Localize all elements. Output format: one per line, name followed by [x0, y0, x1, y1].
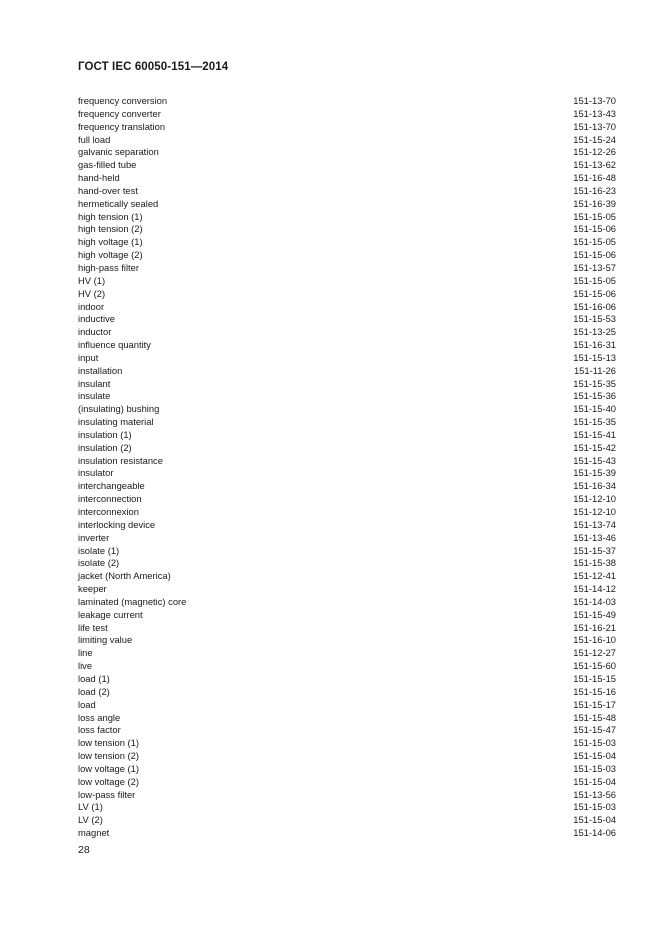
index-term: HV (1): [78, 274, 106, 286]
index-code: 151-12-26: [573, 146, 616, 158]
index-code: 151-14-03: [573, 595, 616, 607]
index-code: 151-15-37: [573, 544, 616, 556]
index-code: 151-12-10: [573, 506, 616, 517]
index-code: 151-15-06: [573, 223, 616, 235]
index-term: inverter: [78, 531, 110, 543]
index-term: low voltage (1): [78, 762, 139, 774]
index-entry: [78, 313, 616, 326]
index-code: 151-15-41: [573, 428, 616, 440]
index-term: line: [78, 647, 93, 659]
index-term: frequency conversion: [78, 95, 168, 106]
index-entry: [78, 506, 616, 519]
index-entry: [78, 108, 616, 121]
index-term: low-pass filter: [78, 788, 136, 800]
index-term: insulant: [78, 377, 111, 389]
index-code: 151-13-25: [573, 326, 616, 338]
index-entry: [78, 442, 616, 455]
index-term: frequency converter: [78, 107, 161, 119]
index-code: 151-16-23: [573, 184, 616, 196]
index-term: low voltage (2): [78, 775, 139, 787]
index-term: interconnection: [78, 493, 142, 505]
index-entry: [78, 570, 616, 583]
index-entry: [78, 776, 616, 789]
index-entry: [78, 134, 616, 147]
index-term: high voltage (2): [78, 249, 143, 261]
index-entry: [78, 647, 616, 660]
index-term: inductor: [78, 326, 112, 338]
index-entry: [78, 146, 616, 159]
index-list: [78, 95, 616, 840]
index-code: 151-16-21: [573, 621, 616, 633]
index-term: frequency translation: [78, 120, 166, 132]
index-term: insulation (1): [78, 428, 132, 440]
index-entry: [78, 339, 616, 352]
index-code: 151-15-04: [573, 750, 616, 762]
index-term: isolate (1): [78, 544, 120, 556]
index-entry: [78, 583, 616, 596]
index-entry: [78, 121, 616, 134]
index-entry: [78, 326, 616, 339]
index-entry: [78, 172, 616, 185]
index-entry: [78, 262, 616, 275]
index-term: insulation resistance: [78, 454, 163, 466]
index-code: 151-13-70: [573, 120, 616, 132]
index-term: hermetically sealed: [78, 197, 159, 209]
index-term: laminated (magnetic) core: [78, 595, 187, 607]
index-code: 151-13-46: [573, 531, 616, 543]
index-entry: [78, 390, 616, 403]
index-code: 151-15-03: [573, 762, 616, 774]
index-term: gas-filled tube: [78, 159, 137, 171]
index-code: 151-15-47: [573, 724, 616, 736]
index-code: 151-15-04: [573, 775, 616, 787]
index-entry: [78, 814, 616, 827]
index-entry: [78, 198, 616, 211]
index-code: 151-13-57: [573, 261, 616, 273]
index-code: 151-15-15: [573, 672, 616, 684]
index-entry: [78, 416, 616, 429]
index-term: load (2): [78, 685, 110, 697]
index-code: 151-12-27: [573, 647, 616, 659]
index-entry: [78, 737, 616, 750]
index-code: 151-15-35: [573, 416, 616, 428]
index-term: load: [78, 698, 96, 710]
index-code: 151-15-24: [573, 133, 616, 145]
index-term: indoor: [78, 300, 105, 312]
index-term: low tension (1): [78, 737, 139, 749]
index-code: 151-15-49: [573, 608, 616, 620]
index-code: 151-15-16: [573, 685, 616, 697]
index-code: 151-15-03: [573, 801, 616, 813]
index-code: 151-16-34: [573, 480, 616, 492]
index-term: insulating material: [78, 416, 154, 428]
index-term: hand-over test: [78, 184, 138, 196]
index-term: interlocking device: [78, 518, 156, 530]
index-entry: [78, 223, 616, 236]
index-code: 151-13-70: [573, 95, 616, 106]
index-entry: [78, 275, 616, 288]
index-term: limiting value: [78, 634, 133, 646]
index-term: galvanic separation: [78, 146, 159, 158]
index-entry: [78, 609, 616, 622]
index-entry: [78, 686, 616, 699]
index-code: 151-16-10: [573, 634, 616, 646]
index-entry: [78, 673, 616, 686]
index-code: 151-11-26: [573, 364, 616, 376]
index-term: insulator: [78, 467, 114, 479]
index-entry: [78, 95, 616, 108]
index-entry: [78, 365, 616, 378]
index-entry: [78, 789, 616, 802]
index-code: 151-15-05: [573, 210, 616, 222]
index-code: 151-16-31: [573, 339, 616, 351]
index-code: 151-15-39: [573, 467, 616, 479]
index-term: high tension (1): [78, 210, 143, 222]
index-entry: [78, 660, 616, 673]
index-entry: [78, 480, 616, 493]
index-term: full load: [78, 133, 111, 145]
index-term: high voltage (1): [78, 236, 143, 248]
index-code: 151-14-12: [573, 583, 616, 595]
index-term: magnet: [78, 827, 110, 839]
index-entry: [78, 712, 616, 725]
index-code: 151-15-04: [573, 814, 616, 826]
index-entry: [78, 699, 616, 712]
index-code: 151-15-06: [573, 249, 616, 261]
index-entry: [78, 596, 616, 609]
index-code: 151-15-13: [573, 351, 616, 363]
index-code: 151-15-53: [573, 313, 616, 325]
index-code: 151-16-48: [573, 172, 616, 184]
index-entry: [78, 545, 616, 558]
index-term: loss angle: [78, 711, 121, 723]
index-entry: [78, 403, 616, 416]
index-entry: [78, 352, 616, 365]
index-term: live: [78, 660, 93, 672]
index-entry: [78, 429, 616, 442]
index-entry: [78, 827, 616, 840]
index-code: 151-16-06: [573, 300, 616, 312]
index-entry: [78, 634, 616, 647]
index-term: LV (1): [78, 801, 103, 813]
index-entry: [78, 801, 616, 814]
index-entry: [78, 467, 616, 480]
index-code: 151-13-62: [573, 159, 616, 171]
index-term: hand-held: [78, 172, 120, 184]
index-term: load (1): [78, 672, 110, 684]
index-code: 151-15-05: [573, 274, 616, 286]
document-header: ГОСТ IEC 60050-151—2014: [78, 61, 229, 73]
index-entry: [78, 185, 616, 198]
index-entry: [78, 493, 616, 506]
index-entry: [78, 532, 616, 545]
index-term: (insulating) bushing: [78, 403, 160, 415]
index-entry: [78, 159, 616, 172]
index-entry: [78, 763, 616, 776]
index-term: jacket (North America): [78, 570, 171, 582]
index-code: 151-13-43: [573, 107, 616, 119]
index-term: life test: [78, 621, 108, 633]
index-code: 151-15-17: [573, 698, 616, 710]
index-code: 151-15-38: [573, 557, 616, 569]
index-entry: [78, 724, 616, 737]
index-term: interconnexion: [78, 506, 139, 517]
index-entry: [78, 557, 616, 570]
index-term: LV (2): [78, 814, 103, 826]
index-entry: [78, 750, 616, 763]
index-term: leakage current: [78, 608, 143, 620]
index-entry: [78, 622, 616, 635]
index-entry: [78, 301, 616, 314]
index-term: isolate (2): [78, 557, 120, 569]
index-code: 151-15-48: [573, 711, 616, 723]
index-entry: [78, 211, 616, 224]
index-term: insulation (2): [78, 441, 132, 453]
index-code: 151-15-60: [573, 660, 616, 672]
index-term: inductive: [78, 313, 116, 325]
index-code: 151-15-42: [573, 441, 616, 453]
index-entry: [78, 455, 616, 468]
index-entry: [78, 288, 616, 301]
index-code: 151-15-03: [573, 737, 616, 749]
index-code: 151-13-74: [573, 518, 616, 530]
index-term: insulate: [78, 390, 111, 402]
index-code: 151-14-06: [573, 827, 616, 839]
index-term: interchangeable: [78, 480, 145, 492]
index-code: 151-13-56: [573, 788, 616, 800]
index-term: high-pass filter: [78, 261, 139, 273]
index-entry: [78, 249, 616, 262]
index-code: 151-12-10: [573, 493, 616, 505]
index-term: installation: [78, 364, 123, 376]
index-term: low tension (2): [78, 750, 139, 762]
index-code: 151-15-40: [573, 403, 616, 415]
index-entry: [78, 519, 616, 532]
index-code: 151-15-06: [573, 287, 616, 299]
index-code: 151-16-39: [573, 197, 616, 209]
index-term: keeper: [78, 583, 107, 595]
index-term: high tension (2): [78, 223, 143, 235]
index-code: 151-15-05: [573, 236, 616, 248]
index-code: 151-15-35: [573, 377, 616, 389]
index-code: 151-15-36: [573, 390, 616, 402]
index-term: loss factor: [78, 724, 121, 736]
index-term: HV (2): [78, 287, 106, 299]
index-code: 151-12-41: [573, 570, 616, 582]
index-entry: [78, 378, 616, 391]
index-term: influence quantity: [78, 339, 151, 351]
index-entry: [78, 236, 616, 249]
page-number: 28: [78, 844, 90, 856]
index-code: 151-15-43: [573, 454, 616, 466]
index-term: input: [78, 351, 99, 363]
